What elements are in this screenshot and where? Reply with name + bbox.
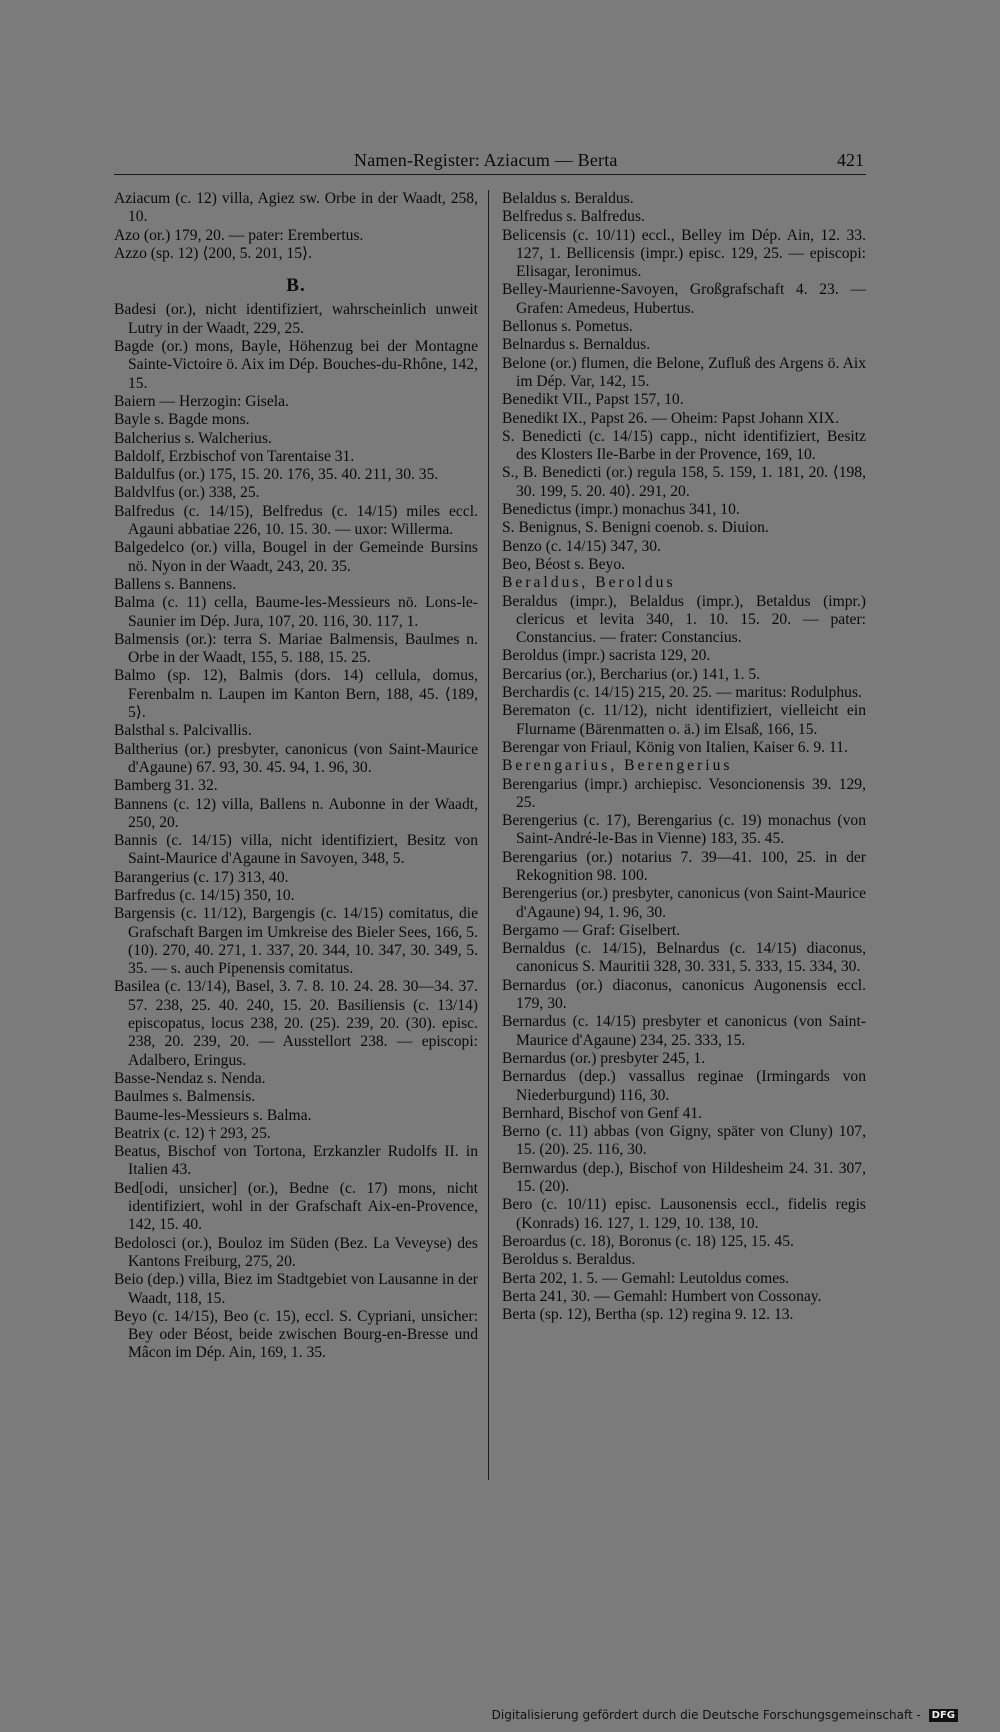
- index-entry: Berchardis (c. 14/15) 215, 20. 25. — maritus: Rodulphus.: [502, 684, 862, 702]
- index-entry: Baltherius (or.) presbyter, canonicus (von Saint-Maurice d'Agaune) 67. 93, 30. 45. 94, 1. 96, 30.: [114, 740, 478, 776]
- funding-footer: [492, 1708, 958, 1722]
- index-entry: Balcherius s. Walcherius.: [114, 429, 272, 447]
- index-entry: Berta (sp. 12), Bertha (sp. 12) regina 9. 12. 13.: [502, 1306, 794, 1324]
- index-entry: Benedikt IX., Papst 26. — Oheim: Papst Johann XIX.: [502, 409, 839, 427]
- index-entry: Belicensis (c. 10/11) eccl., Belley im Dép. Ain, 12. 33. 127, 1. Bellicensis (impr.) episc. 129, 25. — episcopi: Elisagar, Ieronimus.: [502, 226, 866, 281]
- index-entry: Belnardus s. Bernaldus.: [502, 336, 651, 354]
- index-entry: Berengerius (c. 17), Berengarius (c. 19) monachus (von Saint-André-le-Bas in Vienne) 183, 35. 45.: [502, 812, 866, 848]
- index-entry: Beraldus (impr.), Belaldus (impr.), Betaldus (impr.) clericus et levita 340, 1. 10. 15. 20. — pater: Constancius. — frater: Constancius.: [502, 592, 866, 647]
- index-entry: Bernaldus (c. 14/15), Belnardus (c. 14/15) diaconus, canonicus S. Mauritii 328, 30. 331, 5. 333, 15. 334, 30.: [502, 940, 866, 976]
- index-entry: Aziacum (c. 12) villa, Agiez sw. Orbe in der Waadt, 258, 10.: [114, 190, 478, 226]
- index-entry: Beatrix (c. 12) † 293, 25.: [114, 1124, 271, 1142]
- index-entry: Baulmes s. Balmensis.: [114, 1088, 256, 1106]
- index-entry: Beyo (c. 14/15), Beo (c. 15), eccl. S. Cypriani, unsicher: Bey oder Béost, beide zwischen Bourg-en-Bresse und Mâcon im Dép. Ain, 169, 1. 35.: [114, 1307, 478, 1362]
- index-entry: Bayle s. Bagde mons.: [114, 411, 250, 429]
- index-entry: Baldulfus (or.) 175, 15. 20. 176, 35. 40. 211, 30. 35.: [114, 466, 439, 484]
- page-number: 421: [837, 150, 864, 170]
- index-entry: Baldolf, Erzbischof von Tarentaise 31.: [114, 447, 355, 465]
- index-entry: Basse-Nendaz s. Nenda.: [114, 1069, 266, 1087]
- index-entry: Beatus, Bischof von Tortona, Erzkanzler Rudolfs II. in Italien 43.: [114, 1143, 478, 1179]
- index-entry: Bernardus (or.) presbyter 245, 1.: [502, 1049, 706, 1067]
- index-entry: Beo, Béost s. Beyo.: [502, 555, 626, 573]
- index-entry: Baume-les-Messieurs s. Balma.: [114, 1106, 312, 1124]
- index-entry: Bergamo — Graf: Giselbert.: [502, 921, 681, 939]
- index-entry: Benedikt VII., Papst 157, 10.: [502, 391, 684, 409]
- index-entry: Berta 241, 30. — Gemahl: Humbert von Cossonay.: [502, 1287, 822, 1305]
- index-entry: Bernhard, Bischof von Genf 41.: [502, 1104, 703, 1122]
- index-entry: Berengerius (or.) presbyter, canonicus (von Saint-Maurice d'Agaune) 94, 1. 96, 30.: [502, 885, 866, 921]
- section-letter: B.: [286, 275, 306, 297]
- index-entry: Bernardus (or.) diaconus, canonicus Augonensis eccl. 179, 30.: [502, 976, 866, 1013]
- index-entry: Baiern — Herzogin: Gisela.: [114, 392, 289, 410]
- index-entry: Berengarius (or.) notarius 7. 39—41. 100, 25. in der Rekognition 98. 100.: [502, 848, 866, 884]
- index-entry: Bernwardus (dep.), Bischof von Hildesheim 24. 31. 307, 15. (20).: [502, 1159, 866, 1196]
- running-header: [114, 150, 866, 175]
- index-entry: S., B. Benedicti (or.) regula 158, 5. 159, 1. 181, 20. ⟨198, 30. 199, 5. 20. 40⟩. 291, 20.: [502, 464, 866, 500]
- index-entry: Ballens s. Bannens.: [114, 575, 237, 593]
- index-entry: Bellonus s. Pometus.: [502, 318, 633, 336]
- index-entry: Benzo (c. 14/15) 347, 30.: [502, 537, 661, 555]
- index-entry: Berematon (c. 11/12), nicht identifiziert, vielleicht ein Flurname (Bärenmatten o. ä.) im Elsaß, 166, 15.: [502, 702, 866, 738]
- index-entry: Balmensis (or.): terra S. Mariae Balmensis, Baulmes n. Orbe in der Waadt, 155, 5. 188, 15. 25.: [114, 630, 478, 667]
- index-entry: Bero (c. 10/11) episc. Lausonensis eccl., fidelis regis (Konrads) 16. 127, 1. 129, 10. 138, 10.: [502, 1196, 866, 1232]
- index-entry: Berta 202, 1. 5. — Gemahl: Leutoldus comes.: [502, 1269, 790, 1287]
- footer-text: Digitalisierung gefördert durch die Deutsche Forschungsgemeinschaft -: [491, 1708, 921, 1722]
- index-entry: Beroldus s. Beraldus.: [502, 1251, 636, 1269]
- index-entry: Berengar von Friaul, König von Italien, Kaiser 6. 9. 11.: [502, 738, 848, 756]
- index-entry: Berno (c. 11) abbas (von Gigny, später von Cluny) 107, 15. (20). 25. 116, 30.: [502, 1123, 866, 1159]
- index-entry: Bamberg 31. 32.: [114, 777, 218, 795]
- index-entry: S. Benedicti (c. 14/15) capp., nicht identifiziert, Besitz des Klosters Ile-Barbe in der Provence, 169, 10.: [502, 427, 866, 464]
- index-entry: Belone (or.) flumen, die Belone, Zufluß des Argens ö. Aix im Dép. Var, 142, 15.: [502, 354, 866, 390]
- index-entry: Balsthal s. Palcivallis.: [114, 722, 252, 740]
- index-entry: Bargensis (c. 11/12), Bargengis (c. 14/15) comitatus, die Grafschaft Bargen im Umkreise des Bieler Sees, 166, 5. (10). 270, 40. 271, 1. 337, 20. 344, 10. 347, 30. 349, 5. 35. — s. auch Pipenensis comitatus.: [114, 905, 478, 978]
- index-entry: Belley-Maurienne-Savoyen, Großgrafschaft 4. 23. — Grafen: Amedeus, Hubertus.: [502, 281, 866, 317]
- index-entry: Bagde (or.) mons, Bayle, Höhenzug bei der Montagne Sainte-Victoire ö. Aix im Dép. Bouches-du-Rhône, 142, 15.: [114, 338, 478, 392]
- index-entry: Bedolosci (or.), Bouloz im Süden (Bez. La Veveyse) des Kantons Freiburg, 275, 20.: [114, 1234, 478, 1270]
- index-entry: Benedictus (impr.) monachus 341, 10.: [502, 501, 740, 519]
- index-entry: Beio (dep.) villa, Biez im Stadtgebiet von Lausanne in der Waadt, 118, 15.: [114, 1271, 478, 1307]
- index-entry: Balgedelco (or.) villa, Bougel in der Gemeinde Bursins nö. Nyon in der Waadt, 243, 20. 35.: [114, 539, 478, 575]
- index-entry: Barangerius (c. 17) 313, 40.: [114, 868, 289, 886]
- page-title: Namen-Register: Aziacum — Berta: [354, 150, 618, 170]
- index-entry: Barfredus (c. 14/15) 350, 10.: [114, 886, 295, 904]
- index-entry: S. Benignus, S. Benigni coenob. s. Diuion.: [502, 519, 769, 537]
- index-entry: Berengarius (impr.) archiepisc. Vesoncionensis 39. 129, 25.: [502, 775, 866, 811]
- index-entry: Belfredus s. Balfredus.: [502, 208, 645, 226]
- index-entry: Beroardus (c. 18), Boronus (c. 18) 125, 15. 45.: [502, 1232, 794, 1250]
- index-entry: Azo (or.) 179, 20. — pater: Erembertus.: [114, 226, 364, 244]
- right-column: [502, 190, 866, 1324]
- index-entry: Balfredus (c. 14/15), Belfredus (c. 14/15) miles eccl. Agauni abbatiae 226, 10. 15. 30. — uxor: Willerma.: [114, 502, 478, 539]
- group-heading: Berengarius, Berengerius: [502, 757, 733, 775]
- index-entry: Bannens (c. 12) villa, Ballens n. Aubonne in der Waadt, 250, 20.: [114, 795, 478, 831]
- index-entry: Bed[odi, unsicher] (or.), Bedne (c. 17) mons, nicht identifiziert, wohl in der Grafschaft Aix-en-Provence, 142, 15. 40.: [114, 1179, 478, 1234]
- index-entry: Bernardus (dep.) vassallus reginae (Irmingards von Niederburgund) 116, 30.: [502, 1068, 866, 1104]
- index-entry: Azzo (sp. 12) ⟨200, 5. 201, 15⟩.: [114, 244, 312, 262]
- index-entry: Badesi (or.), nicht identifiziert, wahrscheinlich unweit Lutry in der Waadt, 229, 25.: [114, 301, 478, 337]
- index-entry: Belaldus s. Beraldus.: [502, 190, 634, 207]
- index-entry: Beroldus (impr.) sacrista 129, 20.: [502, 647, 711, 665]
- index-entry: Basilea (c. 13/14), Basel, 3. 7. 8. 10. 24. 28. 30—34. 37. 57. 238, 25. 40. 240, 15. 20. Basiliensis (c. 13/14) episcopatus, locus 238, 20. (25). 239, 20. (30). episc. 238, 20. 239, 20. — Ausstellort 238. — episcopi: Adalbero, Eringus.: [114, 978, 478, 1069]
- index-entry: Bernardus (c. 14/15) presbyter et canonicus (von Saint-Maurice d'Agaune) 234, 25. 333, 15.: [502, 1013, 866, 1049]
- index-entry: Baldvlfus (or.) 338, 25.: [114, 484, 260, 502]
- left-column: [114, 190, 478, 1363]
- dfg-logo: DFG: [929, 1709, 958, 1722]
- group-heading: Beraldus, Beroldus: [502, 574, 676, 592]
- column-divider: [488, 190, 489, 1480]
- index-entry: Bannis (c. 14/15) villa, nicht identifiziert, Besitz von Saint-Maurice d'Agaune in Savoyen, 348, 5.: [114, 832, 478, 868]
- index-entry: Bercarius (or.), Bercharius (or.) 141, 1. 5.: [502, 665, 761, 683]
- index-entry: Balma (c. 11) cella, Baume-les-Messieurs nö. Lons-le-Saunier im Dép. Jura, 107, 20. 116, 30. 117, 1.: [114, 594, 478, 630]
- index-entry: Balmo (sp. 12), Balmis (dors. 14) cellula, domus, Ferenbalm n. Laupen im Kanton Bern, 188, 45. ⟨189, 5⟩.: [114, 667, 478, 722]
